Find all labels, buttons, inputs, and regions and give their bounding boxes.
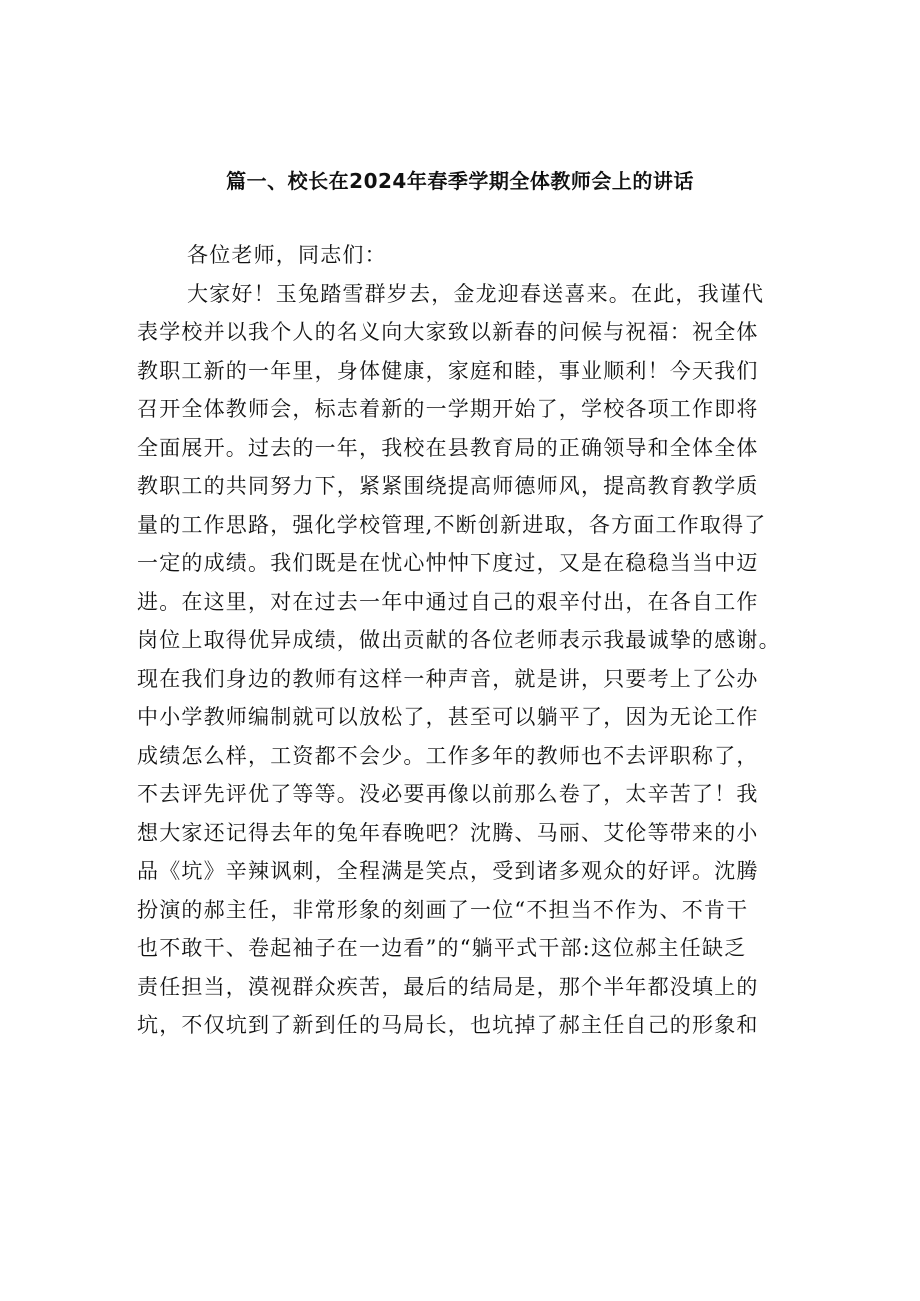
text-line: 进。在这里，对在过去一年中通过自己的艰辛付出，在各自工作 — [137, 589, 759, 614]
text-line: 教职工新的一年里，身体健康，家庭和睦，事业顺利！今天我们 — [137, 358, 759, 383]
text-line: 大家好！玉兔踏雪群岁去，金龙迎春送喜来。在此，我谨代 — [187, 281, 765, 306]
text-line: 责任担当，漠视群众疾苦，最后的结局是，那个半年都没填上的 — [137, 974, 759, 999]
text-line: 全面展开。过去的一年，我校在县教育局的正确领导和全体全体 — [137, 435, 759, 460]
text-line: 中小学教师编制就可以放松了，甚至可以躺平了，因为无论工作 — [137, 705, 759, 729]
text-line: 不去评先评优了等等。没必要再像以前那么卷了，太辛苦了！我 — [137, 782, 759, 806]
document-body — [137, 236, 797, 1045]
text-line: 品《坑》辛辣讽刺，全程满是笑点，受到诸多观众的好评。沈腾 — [137, 859, 759, 883]
text-line: 成绩怎么样，工资都不会少。工作多年的教师也不去评职称了， — [137, 743, 759, 768]
document-title: 篇一、校长在2024年春季学期全体教师会上的讲话 — [226, 169, 694, 193]
text-line: 召开全体教师会，标志着新的一学期开始了，学校各项工作即将 — [137, 397, 759, 421]
salutation-line: 各位老师，同志们： — [187, 243, 387, 267]
text-line: 量的工作思路，强化学校管理,不断创新进取，各方面工作取得了 — [137, 512, 767, 537]
text-line: 想大家还记得去年的兔年春晚吧？沈腾、马丽、艾伦等带来的小 — [137, 820, 759, 845]
text-line: 扮演的郝主任，非常形象的刻画了一位“不担当不作为、不肯干 — [137, 897, 749, 922]
text-line: 岗位上取得优异成绩，做出贡献的各位老师表示我最诚挚的感谢。 — [137, 628, 781, 652]
text-line: 坑，不仅坑到了新到任的马局长，也坑掉了郝主任自己的形象和 — [137, 1013, 759, 1037]
text-line: 一定的成绩。我们既是在忧心忡忡下度过，又是在稳稳当当中迈 — [137, 551, 759, 575]
text-line: 现在我们身边的教师有这样一种声音，就是讲，只要考上了公办 — [137, 666, 759, 691]
text-line: 也不敢干、卷起袖子在一边看”的“躺平式干部:这位郝主任缺乏 — [137, 936, 747, 960]
text-line: 教职工的共同努力下，紧紧围绕提高师德师风，提高教育教学质 — [137, 474, 759, 498]
text-line: 表学校并以我个人的名义向大家致以新春的问候与祝福：祝全体 — [137, 320, 759, 344]
